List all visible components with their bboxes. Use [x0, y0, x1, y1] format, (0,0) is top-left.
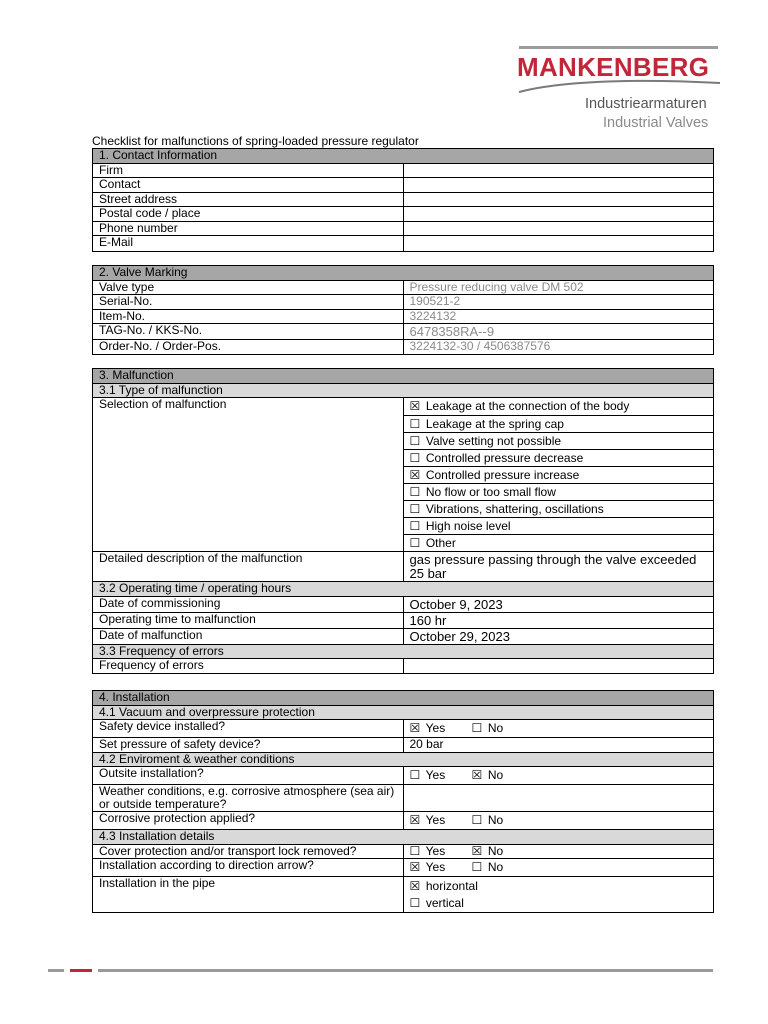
operating-time-label: Operating time to malfunction — [93, 612, 404, 628]
option-label: Leakage at the connection of the body — [425, 399, 630, 413]
checkbox-icon[interactable]: ☒ — [409, 721, 421, 735]
corrosive-protection-choice[interactable] — [403, 812, 714, 830]
order-label: Order-No. / Order-Pos. — [93, 340, 404, 355]
operating-time-header: 3.2 Operating time / operating hours — [93, 582, 714, 597]
option-pressure-decrease[interactable] — [403, 450, 714, 467]
yes-label: Yes — [425, 844, 446, 858]
email-field[interactable] — [403, 236, 714, 252]
option-no-flow[interactable] — [403, 484, 714, 501]
no-label: No — [487, 844, 504, 858]
installation-table — [92, 690, 714, 913]
option-noise[interactable] — [403, 518, 714, 535]
checkbox-icon[interactable]: ☐ — [409, 433, 421, 448]
valve-type-label: Valve type — [93, 280, 404, 295]
option-label: Other — [425, 535, 456, 550]
set-pressure-label: Set pressure of safety device? — [93, 738, 404, 753]
contact-label: Contact — [93, 178, 404, 193]
logo-wordmark: MANKENBERG — [517, 52, 710, 82]
no-label: No — [487, 860, 504, 874]
logo-subtitle-de: Industriearmaturen — [585, 96, 707, 112]
firm-field[interactable] — [403, 163, 714, 178]
tag-field[interactable]: 6478358RA--9 — [403, 324, 714, 340]
checkbox-icon[interactable]: ☐ — [409, 768, 421, 782]
weather-field[interactable] — [403, 785, 714, 812]
malfunction-table — [92, 368, 714, 674]
direction-arrow-label: Installation according to direction arrow? — [93, 859, 404, 877]
no-label: No — [487, 813, 504, 827]
email-label: E-Mail — [93, 236, 404, 252]
yes-label: Yes — [425, 721, 446, 735]
valve-header: 2. Valve Marking — [93, 266, 714, 281]
selection-label: Selection of malfunction — [93, 398, 404, 552]
checkbox-icon[interactable]: ☐ — [471, 860, 483, 874]
vertical-label: vertical — [425, 896, 464, 910]
frequency-field[interactable] — [403, 659, 714, 674]
footer-accent-dash — [70, 969, 92, 972]
valve-table — [92, 265, 714, 355]
checkbox-icon[interactable]: ☒ — [409, 879, 421, 893]
weather-label: Weather conditions, e.g. corrosive atmosphere (sea air) or outside temperature? — [93, 785, 404, 812]
checkbox-icon[interactable]: ☒ — [471, 844, 483, 858]
installation-details-header: 4.3 Installation details — [93, 830, 714, 845]
phone-label: Phone number — [93, 221, 404, 236]
serial-field[interactable]: 190521-2 — [403, 295, 714, 310]
yes-label: Yes — [425, 768, 446, 782]
checkbox-icon[interactable]: ☒ — [409, 860, 421, 874]
logo-swoosh-icon — [517, 78, 722, 94]
safety-device-label: Safety device installed? — [93, 720, 404, 738]
set-pressure-field[interactable]: 20 bar — [403, 738, 714, 753]
option-other[interactable] — [403, 535, 714, 552]
checkbox-icon[interactable]: ☐ — [409, 844, 421, 858]
option-leakage-spring[interactable] — [403, 416, 714, 433]
pipe-installation-label: Installation in the pipe — [93, 877, 404, 913]
checkbox-icon[interactable]: ☐ — [409, 896, 421, 910]
option-label: Vibrations, shattering, oscillations — [425, 501, 604, 516]
no-label: No — [487, 768, 504, 782]
checkbox-icon[interactable]: ☐ — [409, 450, 421, 465]
installation-header: 4. Installation — [93, 691, 714, 706]
street-label: Street address — [93, 192, 404, 207]
malfunction-date-field[interactable]: October 29, 2023 — [403, 628, 714, 644]
corrosive-protection-label: Corrosive protection applied? — [93, 812, 404, 830]
malfunction-header: 3. Malfunction — [93, 369, 714, 384]
direction-arrow-choice[interactable] — [403, 859, 714, 877]
yes-label: Yes — [425, 860, 446, 874]
checkbox-icon[interactable]: ☒ — [409, 399, 421, 413]
postal-label: Postal code / place — [93, 207, 404, 222]
checkbox-icon[interactable]: ☐ — [409, 501, 421, 516]
order-field[interactable]: 3224132-30 / 4506387576 — [403, 340, 714, 355]
logo-subtitle-en: Industrial Valves — [603, 115, 709, 131]
commissioning-field[interactable]: October 9, 2023 — [403, 596, 714, 612]
yes-label: Yes — [425, 813, 446, 827]
safety-device-choice[interactable] — [403, 720, 714, 738]
horizontal-label: horizontal — [425, 879, 478, 893]
description-label: Detailed description of the malfunction — [93, 552, 404, 582]
cover-protection-choice[interactable] — [403, 844, 714, 859]
postal-field[interactable] — [403, 207, 714, 222]
option-pressure-increase[interactable] — [403, 467, 714, 484]
item-label: Item-No. — [93, 309, 404, 324]
commissioning-label: Date of commissioning — [93, 596, 404, 612]
firm-label: Firm — [93, 163, 404, 178]
checkbox-icon[interactable]: ☐ — [409, 416, 421, 431]
frequency-label: Frequency of errors — [93, 659, 404, 674]
checkbox-icon[interactable]: ☐ — [471, 813, 483, 827]
operating-time-field[interactable]: 160 hr — [403, 612, 714, 628]
contact-field[interactable] — [403, 178, 714, 193]
option-leakage-body[interactable] — [403, 398, 714, 416]
checkbox-icon[interactable]: ☐ — [409, 518, 421, 533]
item-field[interactable]: 3224132 — [403, 309, 714, 324]
option-label: No flow or too small flow — [425, 484, 556, 499]
footer-rule — [98, 969, 713, 972]
option-valve-setting[interactable] — [403, 433, 714, 450]
checkbox-icon[interactable]: ☒ — [409, 813, 421, 827]
phone-field[interactable] — [403, 221, 714, 236]
checkbox-icon[interactable]: ☐ — [409, 535, 421, 550]
option-label: High noise level — [425, 518, 511, 533]
checkbox-icon[interactable]: ☐ — [409, 484, 421, 499]
checkbox-icon[interactable]: ☒ — [471, 768, 483, 782]
valve-type-field[interactable]: Pressure reducing valve DM 502 — [403, 280, 714, 295]
option-vibrations[interactable] — [403, 501, 714, 518]
pipe-installation-choice[interactable] — [403, 877, 714, 913]
contact-table — [92, 148, 714, 252]
contact-header: 1. Contact Information — [93, 149, 714, 164]
company-logo — [515, 44, 720, 134]
frequency-header: 3.3 Frequency of errors — [93, 644, 714, 659]
outside-installation-label: Outsite installation? — [93, 767, 404, 785]
option-label: Controlled pressure decrease — [425, 450, 584, 465]
option-label: Leakage at the spring cap — [425, 416, 564, 431]
no-label: No — [487, 721, 504, 735]
cover-protection-label: Cover protection and/or transport lock removed? — [93, 844, 404, 859]
tag-label: TAG-No. / KKS-No. — [93, 324, 404, 340]
option-label: Controlled pressure increase — [425, 467, 580, 482]
malfunction-date-label: Date of malfunction — [93, 628, 404, 644]
street-field[interactable] — [403, 192, 714, 207]
logo-rule — [519, 46, 718, 49]
option-label: Valve setting not possible — [425, 433, 562, 448]
description-field[interactable]: gas pressure passing through the valve exceeded 25 bar — [403, 552, 714, 582]
checkbox-icon[interactable]: ☐ — [471, 721, 483, 735]
document-title: Checklist for malfunctions of spring-loaded pressure regulator — [92, 134, 419, 148]
type-malfunction-header: 3.1 Type of malfunction — [93, 383, 714, 398]
environment-header: 4.2 Enviroment & weather conditions — [93, 752, 714, 767]
footer-dash — [48, 969, 64, 972]
outside-installation-choice[interactable] — [403, 767, 714, 785]
vacuum-header: 4.1 Vacuum and overpressure protection — [93, 705, 714, 720]
checkbox-icon[interactable]: ☒ — [409, 467, 421, 482]
serial-label: Serial-No. — [93, 295, 404, 310]
